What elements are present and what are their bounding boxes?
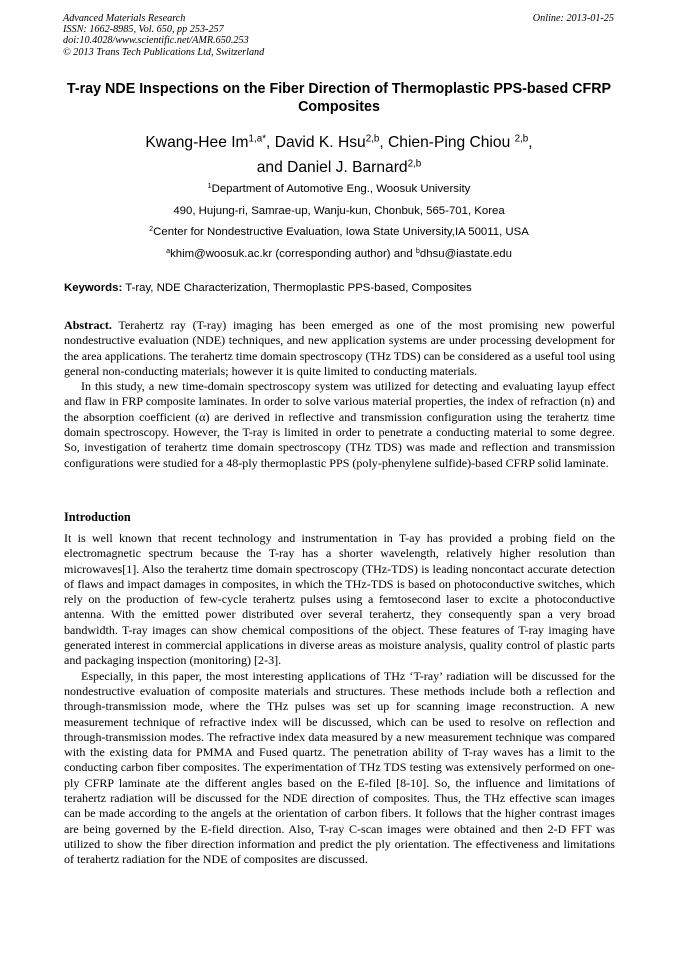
email-text: khim@woosuk.ac.kr (corresponding author) and bbox=[170, 247, 416, 260]
author-affiliation-mark: 2,b bbox=[407, 158, 422, 170]
affiliation-mark: 1 bbox=[207, 182, 212, 191]
affiliation-mark: 2 bbox=[149, 225, 154, 234]
author-separator: , bbox=[379, 134, 389, 151]
author-affiliation-mark: 1,a* bbox=[248, 133, 267, 145]
online-date-text: Online: 2013-01-25 bbox=[532, 13, 614, 24]
author-line-2 bbox=[62, 155, 616, 180]
affiliation-name: Department of Automotive Eng., Woosuk University bbox=[211, 183, 471, 195]
introduction-section bbox=[64, 531, 615, 868]
author-separator: , bbox=[528, 134, 533, 151]
paper-title: T-ray NDE Inspections on the Fiber Direction of Thermoplastic PPS-based CFRP Composites bbox=[66, 81, 612, 115]
author-separator: , bbox=[266, 134, 275, 151]
affiliation-2 bbox=[62, 222, 616, 244]
author-affiliation-mark: 2,b bbox=[365, 133, 380, 145]
email-mark: b bbox=[415, 246, 420, 255]
email-text: dhsu@iastate.edu bbox=[419, 247, 512, 260]
author-name: David K. Hsu bbox=[274, 134, 366, 151]
journal-name: Advanced Materials Research bbox=[63, 13, 186, 24]
abstract-label: Abstract. bbox=[64, 318, 112, 332]
journal-metadata bbox=[63, 13, 264, 58]
online-date bbox=[533, 13, 614, 24]
author-name: Kwang-Hee Im bbox=[145, 134, 249, 151]
author-name: Daniel J. Barnard bbox=[287, 159, 408, 176]
affiliation-name: Center for Nondestructive Evaluation, Iowa State University,IA 50011, USA bbox=[153, 226, 529, 238]
introduction-paragraph: It is well known that recent technology and instrumentation in T-ay has provided a probing field on the electromagnetic spectrum because the T-ray has a shorter wavelength, relatively higher resolution than microwaves[1]. Also the terahertz time domain spectroscopy (THz-TDS) is leading noncontact accurate detection of flaws and impact damages in composites, in which the THz-TDS is based on photoconductive switches, which rely on the production of few-cycle terahertz pulses using a femtosecond laser to excite a photoconductive antenna. With the emitted power distributed over several terahertz, they consequently span a very broad bandwidth. T-ray images can show chemical compositions of the object. These features of T-ray imaging have generated interest in commercial applications in diverse areas as moisture analysis, quality control of plastic parts and packaging inspection (monitoring) [2-3]. bbox=[64, 531, 615, 668]
abstract-paragraph bbox=[64, 318, 615, 379]
affiliations bbox=[62, 179, 616, 265]
author-line-1 bbox=[62, 130, 616, 155]
abstract-text: Terahertz ray (T-ray) imaging has been emerged as one of the most promising new powerful nondestructive evaluation (NDE) techniques, and new application systems are under processing development for the area applications. The terahertz time domain spectroscopy (THz TDS) can be considered as a useful tool using general non-conducting materials; however it is quite limited to conducting materials. bbox=[64, 318, 615, 378]
issn-line: ISSN: 1662-8985, Vol. 650, pp 253-257 bbox=[63, 24, 224, 36]
doi-line: doi:10.4028/www.scientific.net/AMR.650.253 bbox=[63, 35, 249, 47]
keywords-text: T-ray, NDE Characterization, Thermoplastic PPS-based, Composites bbox=[122, 282, 472, 294]
section-heading-introduction: Introduction bbox=[64, 510, 131, 524]
copyright-line: © 2013 Trans Tech Publications Ltd, Switzerland bbox=[63, 46, 265, 58]
affiliation-1 bbox=[62, 179, 616, 201]
keywords-line bbox=[64, 281, 616, 295]
author-affiliation-mark: 2,b bbox=[514, 133, 529, 145]
email-mark: a bbox=[166, 246, 171, 255]
affiliation-1-address: 490, Hujung-ri, Samrae-up, Wanju-kun, Chonbuk, 565-701, Korea bbox=[173, 204, 505, 217]
contact-emails bbox=[62, 244, 616, 266]
author-conjunction: and bbox=[256, 159, 288, 176]
author-list bbox=[62, 130, 616, 180]
abstract-paragraph: In this study, a new time-domain spectroscopy system was utilized for detecting and evaluating layup effect and flaw in FRP composite laminates. In order to solve various material properties, the index of refraction (n) and the absorption coefficient (α) are derived in reflective and transmission configuration using the terahertz time domain spectroscopy. However, the T-ray is limited in order to penetrate a conducting material to some degree. So, investigation of terahertz time domain spectroscopy (THz TDS) was made and reflection and transmission configurations were studied for a 48-ply thermoplastic PPS (poly-phenylene sulfide)-based CFRP solid laminate. bbox=[64, 379, 615, 470]
abstract-section bbox=[64, 318, 615, 471]
introduction-paragraph: Especially, in this paper, the most interesting applications of THz ‘T-ray’ radiation will be discussed for the nondestructive evaluation of composite materials and structures. These methods include both a reflection and through-transmission mode, where the THz pulses was set up for scanning image reconstruction. A new measurement technique of refractive index will be discussed, which can be used to resolve on reflection and through-transmission modes. The refractive index data measured by a new measurement technique was compared with the existing data for PMMA and Fused quartz. The penetration ability of T-ray waves has a limit to the conducting carbon fiber composites. The experimentation of THz TDS testing was extensively performed on one-ply CFRP laminate ate the different angles based on the E-filed [8-10]. So, the influence and limitations of terahertz radiation will be discussed for the NDE direction of composites. Thus, the THz effective scan images can be made according to the angels at the orientation of carbon fibers. It follows that the higher contrast images are being governed by the E-field direction. Also, T-ray C-scan images were obtained and then 2-D FFT was utilized to show the fiber direction information and predict the ply orientation. The effectiveness and limitations of terahertz radiation for the NDE of composites are discussed. bbox=[64, 668, 615, 867]
author-name: Chien-Ping Chiou bbox=[388, 134, 515, 151]
keywords-label: Keywords: bbox=[64, 282, 123, 294]
